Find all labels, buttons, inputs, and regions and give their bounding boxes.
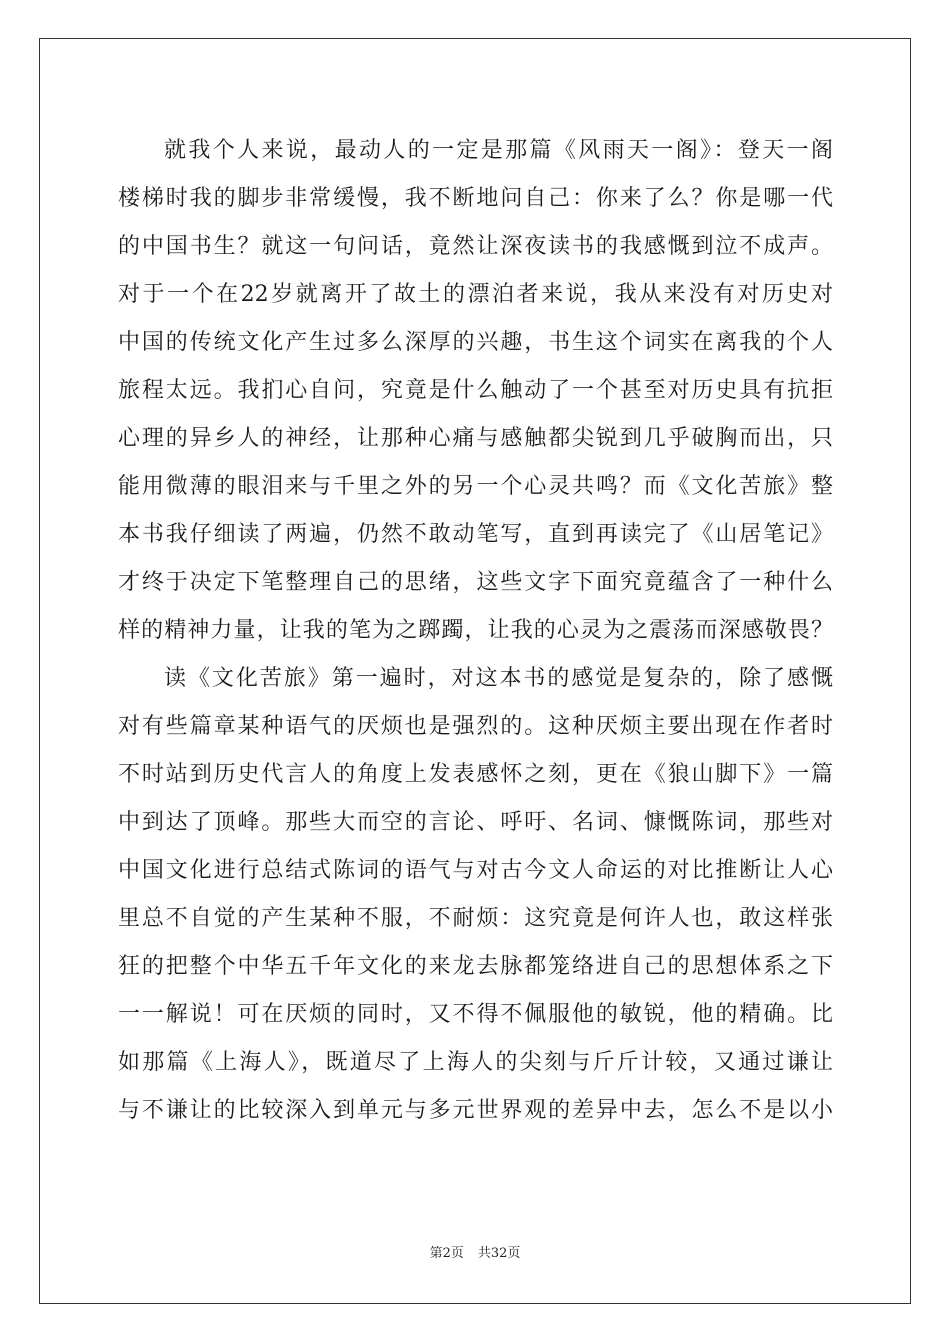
paragraph-2-line-1: 读《文化苦旅》第一遍时，对这本书的感觉是复杂的，除了感慨 (164, 666, 833, 691)
paragraph-1-line-3: 的中国书生？就这一句问话，竟然让深夜读书的我感慨到泣不成声。 (118, 234, 833, 259)
paragraph-2-line-3: 不时站到历史代言人的角度上发表感怀之刻，更在《狼山脚下》一篇 (118, 762, 833, 787)
paragraph-1-line-4: 对于一个在22岁就离开了故土的漂泊者来说，我从来没有对历史对 (118, 282, 833, 307)
paragraph-1-line-5: 中国的传统文化产生过多么深厚的兴趣，书生这个词实在离我的个人 (118, 330, 833, 355)
paragraph-2-line-7: 狂的把整个中华五千年文化的来龙去脉都笼络进自己的思想体系之下 (118, 954, 833, 979)
paragraph-1-line-6: 旅程太远。我扪心自问，究竟是什么触动了一个甚至对历史具有抗拒 (118, 378, 833, 403)
paragraph-1-line-8: 能用微薄的眼泪来与千里之外的另一个心灵共鸣？而《文化苦旅》整 (118, 474, 833, 499)
paragraph-1-line-9: 本书我仔细读了两遍，仍然不敢动笔写，直到再读完了《山居笔记》 (118, 522, 833, 547)
paragraph-2-line-6: 里总不自觉的产生某种不服，不耐烦：这究竟是何许人也，敢这样张 (118, 906, 833, 931)
paragraph-1-line-1: 就我个人来说，最动人的一定是那篇《风雨天一阁》：登天一阁 (164, 138, 833, 163)
paragraph-2-line-4: 中到达了顶峰。那些大而空的言论、呼吁、名词、慷慨陈词，那些对 (118, 810, 833, 835)
page-number: 第2页 (429, 1246, 464, 1261)
paragraph-2-line-9: 如那篇《上海人》，既道尽了上海人的尖刻与斤斤计较，又通过谦让 (118, 1050, 833, 1075)
paragraph-1-line-10: 才终于决定下笔整理自己的思绪，这些文字下面究竟蕴含了一种什么 (118, 570, 833, 595)
paragraph-2-line-10: 与不谦让的比较深入到单元与多元世界观的差异中去，怎么不是以小 (118, 1098, 833, 1123)
total-pages: 共32页 (477, 1246, 521, 1261)
paragraph-2-line-5: 中国文化进行总结式陈词的语气与对古今文人命运的对比推断让人心 (118, 858, 833, 883)
paragraph-1-line-7: 心理的异乡人的神经，让那种心痛与感触都尖锐到几乎破胸而出，只 (118, 426, 833, 451)
page-footer (0, 1245, 950, 1263)
paragraph-2-line-2: 对有些篇章某种语气的厌烦也是强烈的。这种厌烦主要出现在作者时 (118, 714, 833, 739)
paragraph-1-line-11: 样的精神力量，让我的笔为之踯躅，让我的心灵为之震荡而深感敬畏？ (118, 618, 833, 643)
paragraph-2-line-8: 一一解说！可在厌烦的同时，又不得不佩服他的敏锐，他的精确。比 (118, 1002, 833, 1027)
paragraph-1-line-2: 楼梯时我的脚步非常缓慢，我不断地问自己：你来了么？你是哪一代 (118, 186, 833, 211)
